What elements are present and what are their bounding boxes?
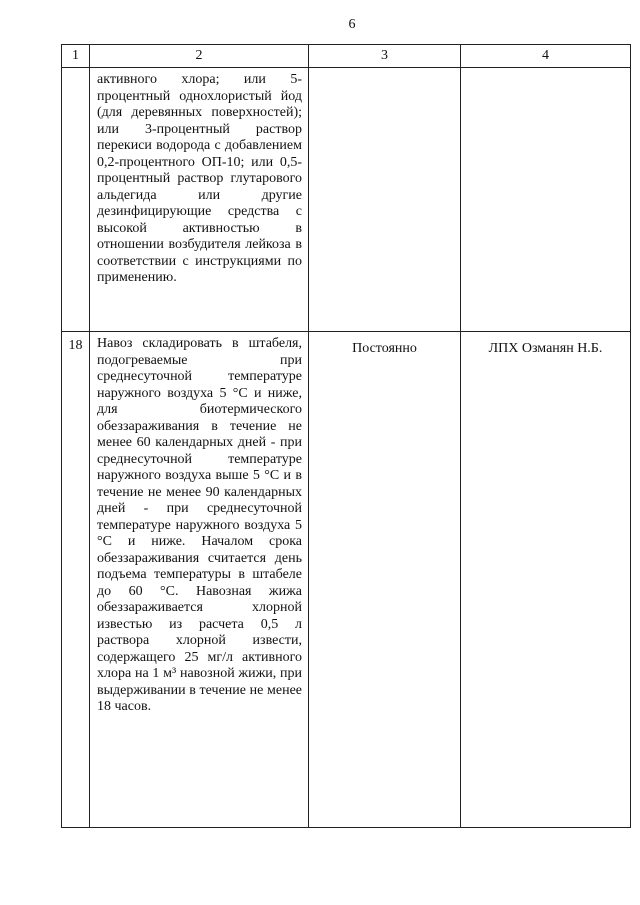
header-col-3: 3 — [309, 45, 461, 68]
table-row — [62, 68, 631, 332]
responsible-cell — [461, 68, 631, 332]
responsible-text — [461, 68, 630, 77]
row-number-cell — [62, 332, 90, 828]
row-number-cell — [62, 68, 90, 332]
header-col-4: 4 — [461, 45, 631, 68]
term-cell — [309, 332, 461, 828]
responsible-text: ЛПХ Озманян Н.Б. — [488, 341, 603, 356]
table-row — [62, 332, 631, 828]
measure-cell — [90, 68, 309, 332]
row-number — [62, 68, 89, 74]
term-text — [309, 68, 460, 77]
measure-cell — [90, 332, 309, 828]
page-number: 6 — [348, 17, 356, 32]
measure-text: активного хлора; или 5-процентный однохлористый йод (для деревянных поверхностей); или 3-процентный раствор перекиси водорода с добавлением 0,2-процентного ОП-10; или 0,5-процентный раствор глутарового альдегида или другие дезинфицирующие средства с высокой активностью в отношении возбудителя лейкоза в соответствии с инструкциями по применению. — [97, 72, 302, 285]
measure-text: Навоз складировать в штабеля, подогреваемые при среднесуточной температуре наружного воздуха 5 °С и ниже, для биотермического обеззараживания в течение не менее 60 календарных дней - при среднесуточной температуре наружного воздуха выше 5 °С и в течение не менее 90 календарных дней - при среднесуточной температуре наружного воздуха 5 °С и ниже. Началом срока обеззараживания считается день подъема температуры в штабеле до 60 °С. Навозная жижа обеззараживается хлорной известью из расчета 0,5 л раствора хлорной извести, содержащего 25 мг/л активного хлора на 1 м³ навозной жижи, при выдерживании в течение не менее 18 часов. — [97, 336, 302, 714]
table-header-row — [62, 45, 631, 68]
responsible-cell — [461, 332, 631, 828]
term-cell — [309, 68, 461, 332]
term-text: Постоянно — [352, 341, 417, 356]
measures-table — [61, 44, 631, 828]
header-col-2: 2 — [90, 45, 309, 68]
header-col-1: 1 — [62, 45, 90, 68]
row-number: 18 — [68, 338, 83, 353]
